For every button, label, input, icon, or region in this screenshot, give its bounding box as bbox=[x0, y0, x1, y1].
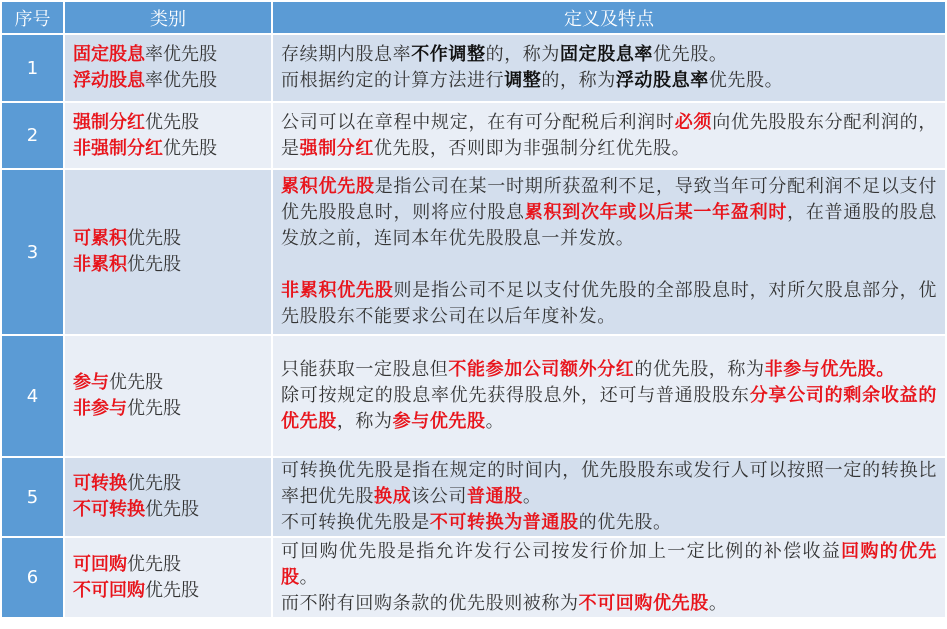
text-segment: 向优先股股东分配利润的，是 bbox=[281, 111, 937, 159]
highlighted-text: 非参与 bbox=[73, 398, 127, 419]
category-cell bbox=[65, 336, 271, 456]
text-segment: 。 bbox=[485, 411, 505, 432]
highlighted-text: 可回购 bbox=[73, 553, 127, 575]
definition-paragraph bbox=[281, 42, 937, 68]
header-num: 序号 bbox=[2, 2, 63, 33]
definition-cell bbox=[273, 538, 945, 617]
highlighted-text: 参与 bbox=[73, 372, 109, 393]
definition-paragraph bbox=[281, 68, 937, 94]
header-definition: 定义及特点 bbox=[273, 2, 945, 33]
row-number: 4 bbox=[2, 336, 63, 456]
highlighted-text: 累积优先股 bbox=[281, 176, 375, 197]
highlighted-text: 回购的优先股 bbox=[281, 540, 938, 588]
table-row bbox=[2, 458, 945, 536]
category-line bbox=[73, 471, 263, 497]
category-line bbox=[73, 226, 263, 252]
text-segment: ，称为 bbox=[336, 411, 393, 432]
definition-paragraph bbox=[281, 510, 937, 536]
category-line bbox=[73, 136, 263, 162]
category-line bbox=[73, 396, 263, 422]
definition-paragraph bbox=[281, 383, 937, 435]
text-segment: 可转换优先股是指在规定的时间内，优先股股东或发行人可以按照一定的转换比率把优先股 bbox=[281, 460, 937, 507]
highlighted-text: 强制分红 bbox=[299, 137, 375, 159]
highlighted-text: 非累积 bbox=[73, 254, 127, 275]
highlighted-text: 固定股息 bbox=[73, 44, 145, 65]
text-segment: 的，称为 bbox=[541, 70, 616, 91]
highlighted-text: 非参与优先股。 bbox=[764, 359, 895, 380]
row-number: 6 bbox=[2, 538, 63, 617]
category-line bbox=[73, 110, 263, 136]
text-segment: 可回购优先股是指允许发行公司按发行价加上一定比例的补偿收益 bbox=[281, 540, 842, 562]
highlighted-text: 普通股 bbox=[467, 486, 523, 507]
category-cell bbox=[65, 538, 271, 617]
text-segment: 优先股 bbox=[127, 228, 181, 249]
highlighted-text: 不能参加公司额外分红 bbox=[448, 359, 635, 380]
category-line bbox=[73, 68, 263, 94]
highlighted-text: 不可回购优先股 bbox=[578, 592, 709, 614]
text-segment: 的，称为 bbox=[485, 44, 561, 65]
definition-paragraph bbox=[281, 110, 937, 162]
highlighted-text: 非强制分红 bbox=[73, 137, 163, 159]
text-segment: 率优先股 bbox=[145, 70, 217, 91]
text-segment: 除可按规定的股息率优先获得股息外，还可与普通股股东 bbox=[281, 385, 750, 406]
category-cell bbox=[65, 35, 271, 101]
text-segment: 。 bbox=[522, 486, 542, 507]
row-number: 3 bbox=[2, 170, 63, 334]
text-segment: 优先股。 bbox=[708, 70, 784, 91]
header-row bbox=[2, 2, 945, 33]
category-line bbox=[73, 370, 263, 396]
highlighted-text: 不作调整 bbox=[411, 44, 486, 65]
text-segment: 优先股。 bbox=[653, 44, 728, 65]
text-segment: 优先股，否则即为非强制分红优先股。 bbox=[374, 137, 691, 159]
definition-cell bbox=[273, 336, 945, 456]
table-row bbox=[2, 35, 945, 101]
table-row bbox=[2, 336, 945, 456]
category-line bbox=[73, 252, 263, 278]
category-line bbox=[73, 578, 263, 604]
highlighted-text: 不可回购 bbox=[73, 579, 145, 601]
row-number: 2 bbox=[2, 103, 63, 168]
category-line bbox=[73, 552, 263, 578]
definition-paragraph bbox=[281, 357, 937, 383]
definition-paragraph bbox=[281, 458, 937, 510]
category-cell bbox=[65, 458, 271, 536]
definition-cell bbox=[273, 458, 945, 536]
highlighted-text: 参与优先股 bbox=[392, 411, 486, 432]
highlighted-text: 浮动股息 bbox=[73, 70, 145, 91]
definition-paragraph bbox=[281, 174, 937, 252]
table-body bbox=[2, 35, 945, 617]
category-cell bbox=[65, 103, 271, 168]
text-segment: 只能获取一定股息但 bbox=[281, 359, 449, 380]
text-segment: 而根据约定的计算方法进行 bbox=[281, 70, 505, 91]
category-line bbox=[73, 497, 263, 523]
definition-paragraph bbox=[281, 539, 937, 591]
text-segment: 公司可以在章程中规定，在有可分配税后利润时 bbox=[281, 111, 675, 133]
text-segment: 。 bbox=[299, 566, 319, 588]
category-line bbox=[73, 42, 263, 68]
text-segment: 优先股 bbox=[145, 579, 199, 601]
text-segment: 该公司 bbox=[411, 486, 468, 507]
highlighted-text: 可累积 bbox=[73, 228, 127, 249]
highlighted-text: 分享公司的剩余收益的优先股 bbox=[281, 385, 938, 432]
highlighted-text: 强制分红 bbox=[73, 111, 145, 133]
highlighted-text: 不可转换 bbox=[73, 499, 145, 520]
text-segment: 不可转换优先股是 bbox=[281, 512, 430, 533]
header-category: 类别 bbox=[65, 2, 271, 33]
text-segment: ，在普通股的股息发放之前，连同本年优先股股息一并发放。 bbox=[281, 202, 937, 249]
highlighted-text: 调整 bbox=[504, 70, 542, 91]
text-segment: 优先股 bbox=[163, 137, 217, 159]
row-number: 5 bbox=[2, 458, 63, 536]
highlighted-text: 必须 bbox=[674, 111, 713, 133]
definition-cell bbox=[273, 35, 945, 101]
highlighted-text: 浮动股息率 bbox=[615, 70, 709, 91]
definition-paragraph bbox=[281, 591, 937, 617]
text-segment: 。 bbox=[708, 592, 728, 614]
highlighted-text: 非累积优先股 bbox=[281, 280, 394, 301]
text-segment: 是指公司在某一时期所获盈利不足，导致当年可分配利润不足以支付优先股股息时，则将应付股息 bbox=[281, 176, 938, 223]
highlighted-text: 累积到次年或以后某一年盈利时 bbox=[524, 202, 788, 223]
text-segment: 优先股 bbox=[109, 372, 163, 393]
table-row bbox=[2, 538, 945, 617]
definition-cell bbox=[273, 170, 945, 334]
text-segment: 存续期内股息率 bbox=[281, 44, 412, 65]
table-row bbox=[2, 170, 945, 334]
highlighted-text: 换成 bbox=[374, 486, 412, 507]
text-segment: 的优先股，称为 bbox=[634, 359, 765, 380]
definition-cell bbox=[273, 103, 945, 168]
table-row bbox=[2, 103, 945, 168]
text-segment: 则是指公司不足以支付优先股的全部股息时，对所欠股息部分，优先股股东不能要求公司在以后年度补发。 bbox=[281, 280, 937, 327]
text-segment: 优先股 bbox=[127, 254, 181, 275]
text-segment: 而不附有回购条款的优先股则被称为 bbox=[281, 592, 579, 614]
definition-paragraph bbox=[281, 278, 937, 330]
highlighted-text: 不可转换为普通股 bbox=[429, 512, 579, 533]
text-segment: 优先股 bbox=[127, 553, 181, 575]
text-segment: 的优先股。 bbox=[578, 512, 672, 533]
text-segment: 优先股 bbox=[145, 111, 199, 133]
text-segment: 优先股 bbox=[145, 499, 199, 520]
highlighted-text: 固定股息率 bbox=[560, 44, 654, 65]
row-number: 1 bbox=[2, 35, 63, 101]
category-cell bbox=[65, 170, 271, 334]
text-segment: 率优先股 bbox=[145, 44, 217, 65]
highlighted-text: 可转换 bbox=[73, 473, 127, 494]
text-segment: 优先股 bbox=[127, 473, 181, 494]
text-segment: 优先股 bbox=[127, 398, 181, 419]
